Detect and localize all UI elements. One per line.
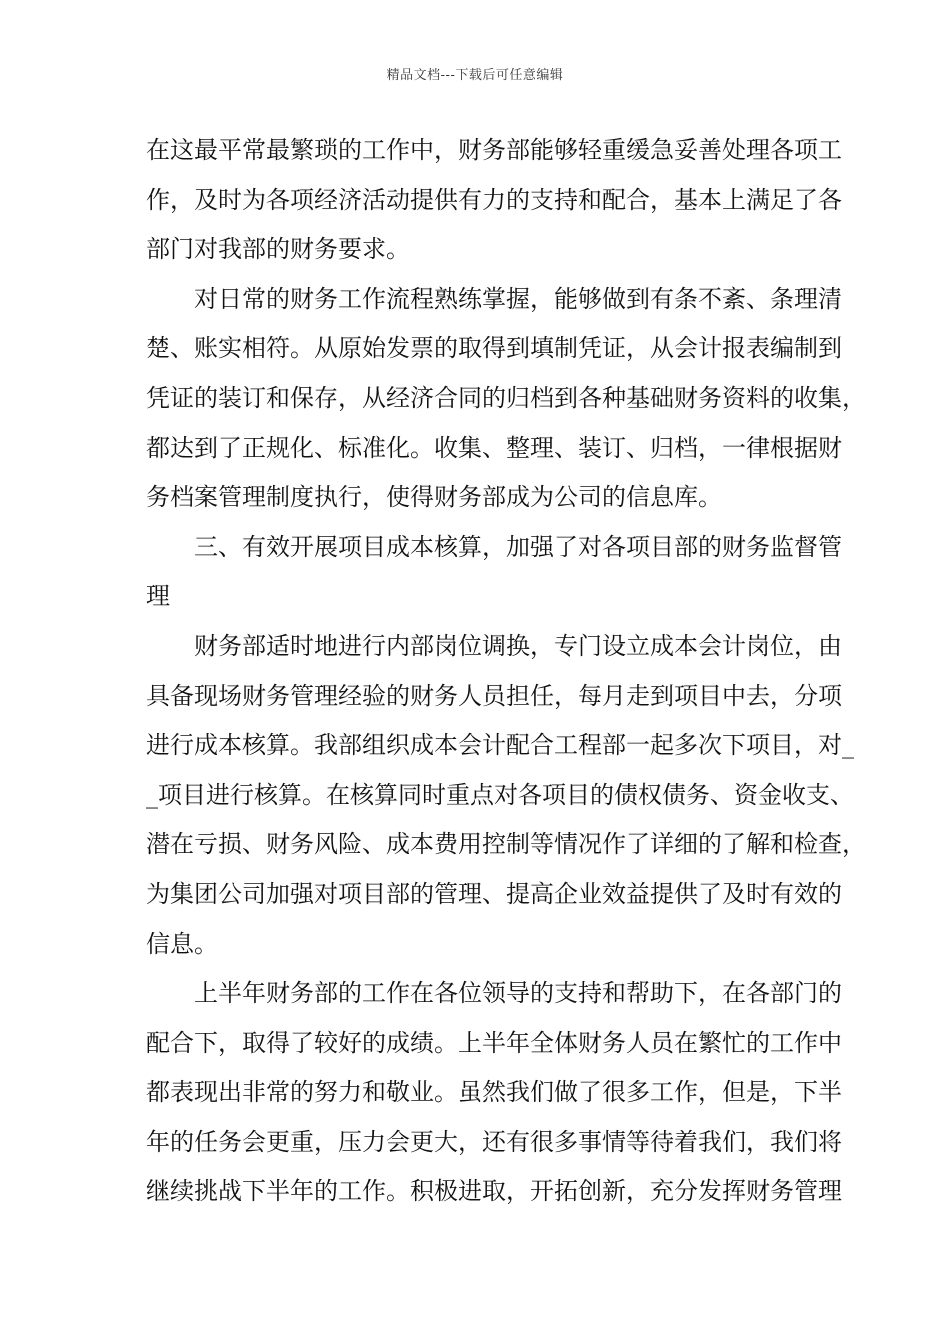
text-line: 进行成本核算。我部组织成本会计配合工程部一起多次下项目，对_: [146, 731, 854, 760]
text-line: 三、有效开展项目成本核算，加强了对各项目部的财务监督管: [194, 532, 842, 561]
text-line: 都表现出非常的努力和敬业。虽然我们做了很多工作，但是，下半: [146, 1078, 842, 1107]
text-line: 部门对我部的财务要求。: [146, 235, 410, 264]
text-line: _项目进行核算。在核算同时重点对各项目的债权债务、资金收支、: [146, 780, 854, 809]
text-line: 上半年财务部的工作在各位领导的支持和帮助下，在各部门的: [194, 979, 842, 1008]
text-line: 作，及时为各项经济活动提供有力的支持和配合，基本上满足了各: [146, 185, 842, 214]
text-line: 信息。: [146, 929, 218, 958]
text-line: 楚、账实相符。从原始发票的取得到填制凭证，从会计报表编制到: [146, 334, 842, 363]
text-line: 在这最平常最繁琐的工作中，财务部能够轻重缓急妥善处理各项工: [146, 136, 842, 164]
text-line: 具备现场财务管理经验的财务人员担任，每月走到项目中去，分项: [146, 681, 842, 710]
text-line: 财务部适时地进行内部岗位调换，专门设立成本会计岗位，由: [194, 631, 842, 660]
text-line: 对日常的财务工作流程熟练掌握，能够做到有条不紊、条理清: [194, 284, 842, 313]
text-line: 年的任务会更重，压力会更大，还有很多事情等待着我们，我们将: [146, 1127, 842, 1156]
text-line: 理: [146, 582, 170, 611]
document-body: [146, 126, 866, 1217]
text-line: 都达到了正规化、标准化。收集、整理、装订、归档，一律根据财: [146, 433, 842, 462]
text-line: 凭证的装订和保存，从经济合同的归档到各种基础财务资料的收集，: [146, 383, 866, 412]
text-line: 配合下，取得了较好的成绩。上半年全体财务人员在繁忙的工作中: [146, 1028, 842, 1057]
text-line: 为集团公司加强对项目部的管理、提高企业效益提供了及时有效的: [146, 879, 842, 908]
page-header: 精品文档---下载后可任意编辑: [386, 68, 564, 83]
text-line: 务档案管理制度执行，使得财务部成为公司的信息库。: [146, 483, 722, 512]
text-line: 继续挑战下半年的工作。积极进取，开拓创新，充分发挥财务管理: [146, 1177, 842, 1206]
text-line: 潜在亏损、财务风险、成本费用控制等情况作了详细的了解和检查，: [146, 830, 866, 859]
